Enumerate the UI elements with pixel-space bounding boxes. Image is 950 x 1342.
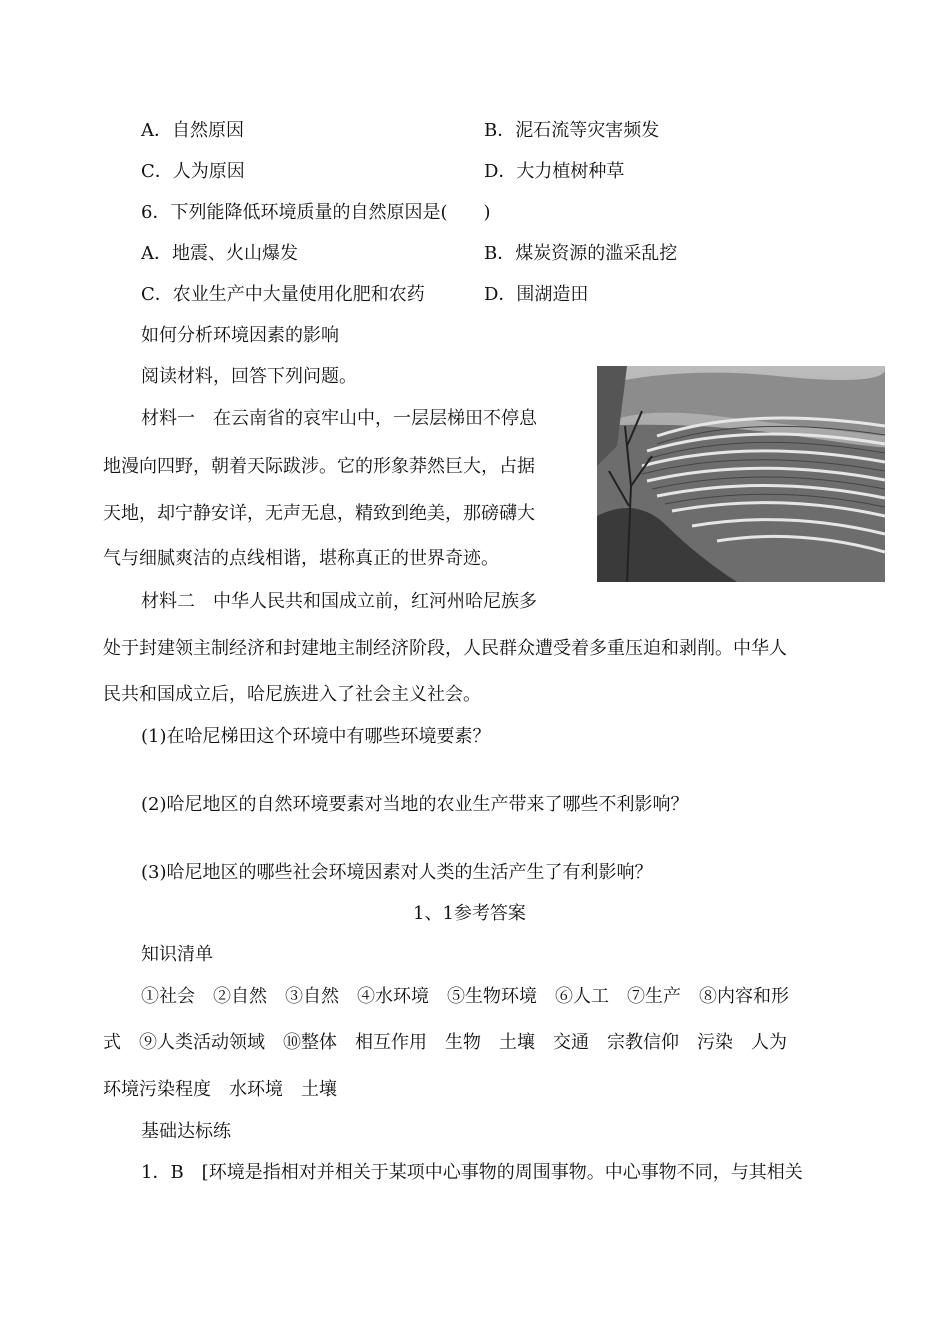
option-6b: B．煤炭资源的滥采乱挖 — [484, 243, 678, 264]
knowledge-line-1: ①社会 ②自然 ③自然 ④水环境 ⑤生物环境 ⑥人工 ⑦生产 ⑧内容和形 — [141, 986, 789, 1007]
option-6a: A．地震、火山爆发 — [141, 243, 298, 264]
material2-line-1: 材料二 中华人民共和国成立前，红河州哈尼族多 — [141, 591, 537, 612]
material2-line-2: 处于封建领主制经济和封建地主制经济阶段，人民群众遭受着多重压迫和剥削。中华人 — [103, 638, 787, 659]
material1-line-4: 气与细腻爽洁的点线相谐，堪称真正的世界奇迹。 — [103, 548, 499, 569]
material2-line-3: 民共和国成立后，哈尼族进入了社会主义社会。 — [103, 684, 481, 705]
knowledge-line-3: 环境污染程度 水环境 土壤 — [103, 1079, 337, 1100]
question-6-stem: 6．下列能降低环境质量的自然原因是( ) — [141, 202, 491, 223]
rice-terrace-photo — [597, 366, 885, 582]
material1-line-2: 地漫向四野，朝着天际跋涉。它的形象莽然巨大，占据 — [103, 456, 535, 477]
knowledge-heading: 知识清单 — [141, 944, 213, 965]
option-5c: C．人为原因 — [141, 161, 245, 182]
instruction: 阅读材料，回答下列问题。 — [141, 366, 357, 387]
material1-line-3: 天地，却宁静安详，无声无息，精致到绝美，那磅礴大 — [103, 503, 535, 524]
option-5d: D．大力植树种草 — [484, 161, 625, 182]
section-title: 如何分析环境因素的影响 — [141, 325, 339, 346]
basic-heading: 基础达标练 — [141, 1121, 231, 1142]
material1-line-1: 材料一 在云南省的哀牢山中，一层层梯田不停息 — [141, 408, 537, 429]
question-3: (3)哈尼地区的哪些社会环境因素对人类的生活产生了有利影响？ — [141, 862, 653, 883]
answer-1: 1．B [环境是指相对并相关于某项中心事物的周围事物。中心事物不同，与其相关 — [141, 1162, 803, 1183]
option-6d: D．围湖造田 — [484, 284, 589, 305]
answer-title: 1、1参考答案 — [413, 903, 526, 924]
option-6c: C．农业生产中大量使用化肥和农药 — [141, 284, 425, 305]
option-5a: A．自然原因 — [141, 120, 244, 141]
question-2: (2)哈尼地区的自然环境要素对当地的农业生产带来了哪些不利影响？ — [141, 794, 689, 815]
knowledge-line-2: 式 ⑨人类活动领域 ⑩整体 相互作用 生物 土壤 交通 宗教信仰 污染 人为 — [103, 1032, 787, 1053]
question-1: (1)在哈尼梯田这个环境中有哪些环境要素？ — [141, 726, 491, 747]
option-5b: B．泥石流等灾害频发 — [484, 120, 660, 141]
